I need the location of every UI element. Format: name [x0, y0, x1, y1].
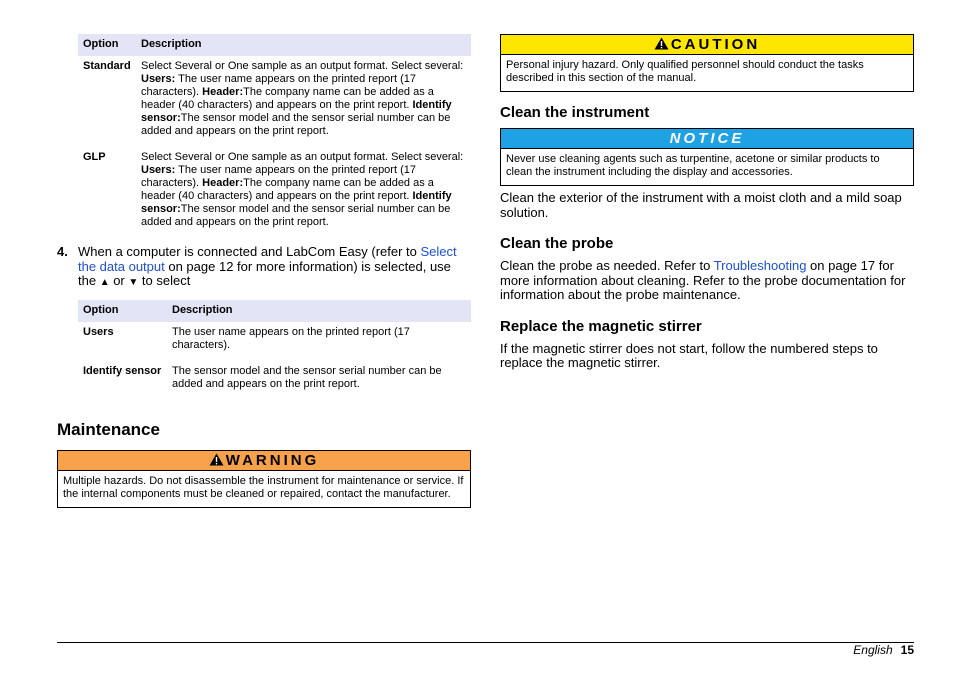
table-header-option: Option [78, 34, 136, 56]
text-run: The company name can be added as a header (40 characters) and appears on the print report. [141, 86, 434, 111]
caution-box [500, 34, 914, 92]
warning-text: Multiple hazards. Do not disassemble the instrument for maintenance or service. If the internal components must be cleaned or repaired, contact the manufacturer. [63, 474, 464, 500]
bold-term: Header: [202, 86, 244, 98]
option-description: The sensor model and the sensor serial number can be added and appears on the print report. [172, 364, 442, 390]
warning-label: WARNING [225, 451, 320, 469]
table-header-row [78, 34, 471, 56]
caution-label: CAUTION [670, 36, 761, 53]
text-run: The company name can be added as a header (40 characters) and appears on the print report. [141, 177, 434, 202]
footer-divider [57, 642, 914, 643]
bold-term: Identify sensor: [141, 190, 452, 215]
option-description [136, 56, 471, 147]
text-run: to select [138, 273, 191, 288]
page-footer [853, 643, 914, 657]
text-run: Select Several or One sample as an output format. Select several: [141, 151, 464, 163]
table-header-description: Description [167, 300, 471, 322]
step-number: 4. [57, 244, 68, 259]
text-run: The sensor model and the sensor serial number can be added and appears on the print report. [141, 203, 451, 228]
down-arrow-icon: ▼ [128, 277, 139, 288]
option-description [136, 147, 471, 238]
step-4 [57, 245, 471, 291]
up-arrow-icon: ▲ [99, 277, 110, 288]
text-run: Clean the probe as needed. Refer to [500, 258, 714, 273]
option-key: Identify sensor [83, 364, 162, 377]
text-run: on page 12 for more information) is selected, use the [78, 258, 451, 288]
right-column [500, 34, 914, 371]
left-column [57, 34, 471, 508]
table-row [78, 56, 471, 147]
warning-header [58, 451, 470, 471]
clean-instrument-heading: Clean the instrument [500, 104, 650, 121]
text-run: or [109, 273, 129, 288]
text-run: on page 17 for more information about cleaning. Refer to the probe documentation for information about the probe maintenance. [500, 258, 906, 302]
bold-term: Identify sensor: [141, 99, 452, 124]
warning-box [57, 450, 471, 508]
computer-output-options-table [78, 300, 471, 400]
option-key: GLP [83, 151, 106, 163]
option-key: Users [83, 325, 114, 338]
warning-triangle-icon [654, 36, 669, 55]
maintenance-heading: Maintenance [57, 419, 160, 439]
page-number: 15 [900, 643, 914, 657]
caution-header [501, 35, 913, 55]
troubleshooting-link[interactable]: Troubleshooting [713, 258, 807, 273]
table-header-description: Description [136, 34, 471, 56]
footer-language: English [853, 643, 893, 657]
table-header-row [78, 300, 471, 322]
text-run: The sensor model and the sensor serial number can be added and appears on the print report. [141, 112, 451, 137]
table-header-option: Option [78, 300, 167, 322]
select-data-output-link[interactable]: Select the data output [78, 244, 457, 274]
output-format-options-table [78, 34, 471, 238]
clean-probe-heading: Clean the probe [500, 235, 614, 252]
caution-text: Personal injury hazard. Only qualified personnel should conduct the tasks described in this section of the manual. [506, 59, 864, 84]
option-description: The user name appears on the printed report (17 characters). [172, 325, 410, 351]
notice-box [500, 128, 914, 186]
table-row [78, 322, 471, 361]
bold-term: Header: [202, 177, 244, 189]
table-row [78, 147, 471, 238]
bold-term: Users: [141, 164, 176, 176]
replace-stirrer-body: If the magnetic stirrer does not start, follow the numbered steps to replace the magnetic stirrer. [500, 340, 878, 370]
table-row [78, 361, 471, 400]
clean-instrument-body: Clean the exterior of the instrument with a moist cloth and a mild soap solution. [500, 190, 902, 220]
text-run: Select Several or One sample as an output format. Select several: [141, 60, 464, 72]
clean-probe-body [500, 259, 914, 303]
notice-text: Never use cleaning agents such as turpentine, acetone or similar products to clean the instrument including the display and accessories. [506, 153, 880, 178]
bold-term: Users: [141, 73, 176, 85]
text-run: The user name appears on the printed report (17 characters). [141, 164, 416, 189]
warning-triangle-icon [209, 452, 224, 471]
option-key: Standard [83, 60, 131, 72]
replace-stirrer-heading: Replace the magnetic stirrer [500, 317, 702, 335]
text-run: The user name appears on the printed report (17 characters). [141, 73, 416, 98]
notice-header: NOTICE [501, 129, 913, 149]
text-run: When a computer is connected and LabCom Easy (refer to [78, 244, 421, 259]
